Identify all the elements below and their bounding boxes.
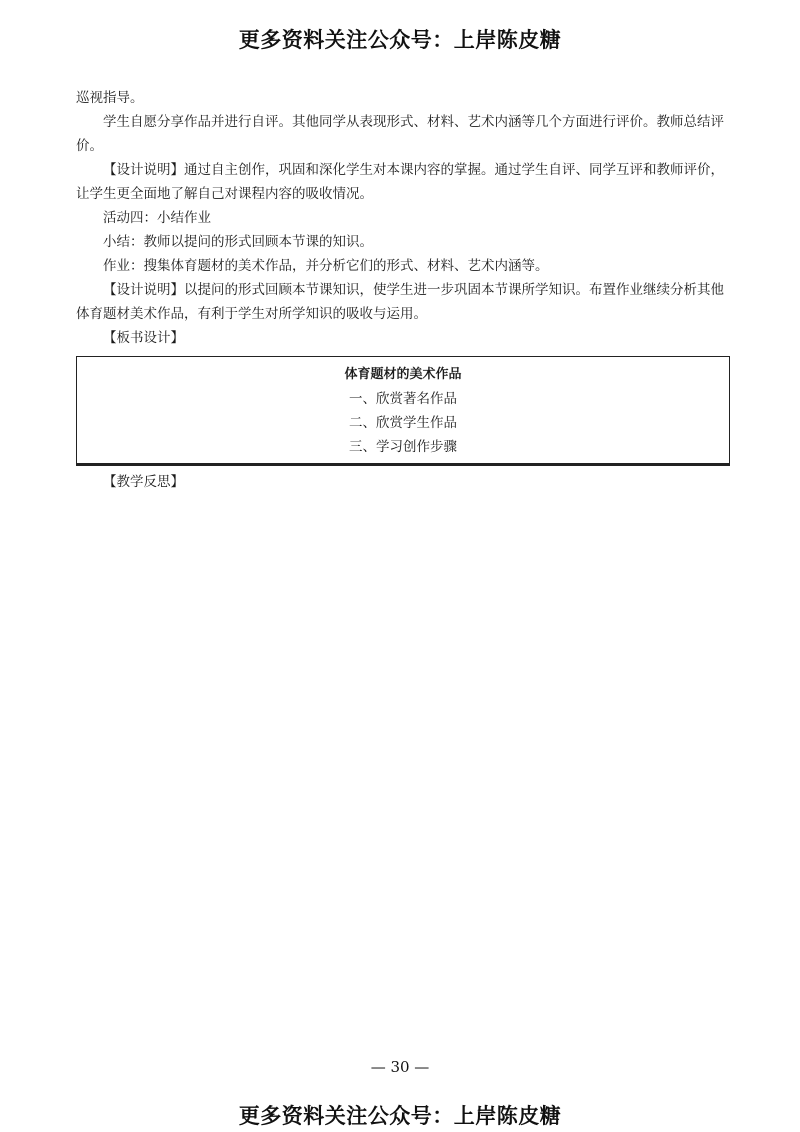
board-design-heading: 【板书设计】: [103, 330, 184, 346]
header-banner: 更多资料关注公众号：上岸陈皮糖: [238, 28, 562, 52]
reflection-heading: 【教学反思】: [103, 474, 184, 490]
board-line: 一、欣赏著名作品: [349, 391, 457, 407]
footer-banner: 更多资料关注公众号：上岸陈皮糖: [238, 1104, 562, 1128]
paragraph: 学生自愿分享作品并进行自评。其他同学从表现形式、材料、艺术内涵等几个方面进行评价。教师总结评价。: [76, 114, 724, 154]
board-line: 二、欣赏学生作品: [349, 415, 457, 431]
paragraph: 巡视指导。: [76, 90, 144, 106]
page-number: — 30 —: [370, 1058, 430, 1076]
board-design-box: [76, 356, 730, 466]
board-title: 体育题材的美术作品: [344, 367, 462, 382]
activity-heading: 活动四：小结作业: [103, 210, 211, 226]
paragraph: 作业：搜集体育题材的美术作品，并分析它们的形式、材料、艺术内涵等。: [103, 258, 549, 274]
board-line: 三、学习创作步骤: [349, 439, 457, 455]
design-note: 【设计说明】通过自主创作，巩固和深化学生对本课内容的掌握。通过学生自评、同学互评和教师评价，让学生更全面地了解自己对课程内容的吸收情况。: [76, 162, 724, 202]
document-body: [76, 86, 730, 494]
design-note: 【设计说明】以提问的形式回顾本节课知识，使学生进一步巩固本节课所学知识。布置作业继续分析其他体育题材美术作品，有利于学生对所学知识的吸收与运用。: [76, 282, 724, 322]
paragraph: 小结：教师以提问的形式回顾本节课的知识。: [103, 234, 373, 250]
